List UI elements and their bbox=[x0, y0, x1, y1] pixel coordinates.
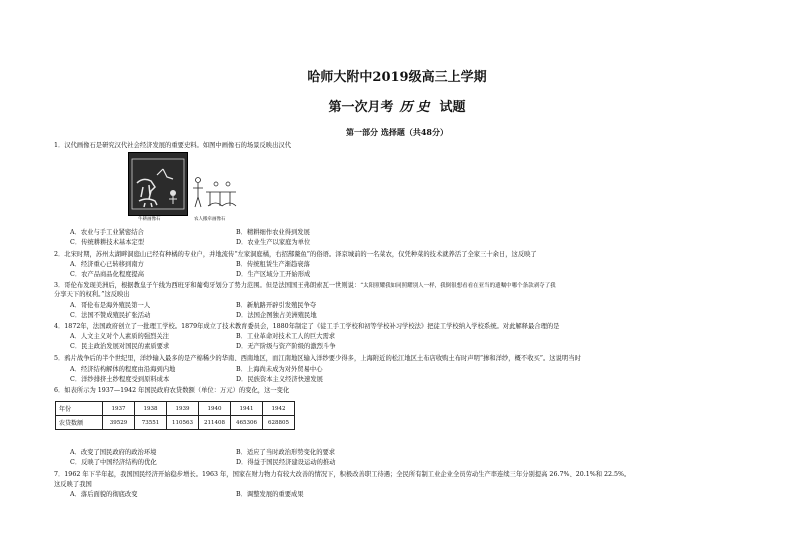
table-amount-cell: 39529 bbox=[103, 416, 135, 430]
exam-suffix: 试题 bbox=[439, 100, 466, 115]
table-year-cell: 1941 bbox=[231, 402, 263, 416]
table-row bbox=[56, 402, 295, 416]
ox-plough-relief-image bbox=[128, 152, 188, 216]
farmers-relief-image bbox=[190, 174, 242, 214]
q3-stem-text: 3．哥伦布发现美洲后，根据教皇子午线为西班牙和葡萄牙划分了势力范围。但是法国国王弗朗索瓦一世则说： bbox=[54, 282, 361, 289]
q3-stem-continued: 分享天下的权利。”这反映出 bbox=[54, 291, 130, 298]
q1-figure bbox=[128, 152, 242, 244]
q6-option-b[interactable]: B．适应了当时政治形势变化的要求 bbox=[236, 449, 336, 456]
q1-option-c[interactable]: C．传统耕耕技术基本定型 bbox=[70, 239, 145, 246]
q1-caption-1: 牛耕画像石 bbox=[138, 217, 161, 222]
q6-option-a[interactable]: A．改变了国民政府的政治环境 bbox=[70, 449, 157, 456]
q6-option-d[interactable]: D．得益于国民经济建设运动的推动 bbox=[236, 459, 336, 466]
q2-option-a[interactable]: A．经济重心已转移到南方 bbox=[70, 261, 144, 268]
q4-option-d[interactable]: D．无产阶级与资产阶级的激烈斗争 bbox=[236, 343, 336, 350]
q1-option-d[interactable]: D．农业生产以家庭为单位 bbox=[236, 239, 311, 246]
q4-option-a[interactable]: A．人文主义对个人素质的强烈关注 bbox=[70, 333, 170, 340]
q3-option-a[interactable]: A．哥伦布是海外殖民第一人 bbox=[70, 302, 151, 309]
table-header-label: 年份 bbox=[56, 402, 103, 416]
q5-option-d[interactable]: D．民族资本主义经济快速发展 bbox=[236, 376, 323, 383]
q2-option-d[interactable]: D．生产区域分工开始形成 bbox=[236, 271, 311, 278]
q4-stem: 4．1872年，法国政府创立了一批理工学校。1879年成立了技术教育委员会，1880年制定了《徒工手工学校和初等学校补习学校法》把徒工学校纳入学校系统。对此解释最合理的是 bbox=[54, 323, 560, 330]
q6-stem: 6．如表所示为 1937—1942 年国民政府农贷数额（单位：万元）的变化，这一变化 bbox=[54, 387, 290, 394]
q5-option-b[interactable]: B．上海尚未成为对外贸易中心 bbox=[236, 366, 323, 373]
q5-option-c[interactable]: C．洋纱排挤土纱程度受到原料成本 bbox=[70, 376, 170, 383]
table-year-cell: 1938 bbox=[135, 402, 167, 416]
table-year-cell: 1939 bbox=[167, 402, 199, 416]
q2-option-b[interactable]: B．传统租赁生产渐趋衰落 bbox=[236, 261, 310, 268]
table-amount-cell: 110563 bbox=[167, 416, 199, 430]
table-year-cell: 1937 bbox=[103, 402, 135, 416]
q1-stem: 1．汉代画像石是研究汉代社会经济发展的重要史料。如图中画像石的场景反映出汉代 bbox=[54, 142, 291, 149]
q5-stem: 5．鸦片战争后的半个世纪里，洋纱输入最多的是产棉稀少的华南、西南地区，而江南地区输入洋纱要少得多，上海附近的松江地区土布店收购土布时声明“掺和洋纱，概不收买”。这说明当时 bbox=[54, 355, 581, 362]
table-amount-cell: 211408 bbox=[199, 416, 231, 430]
q7-option-b[interactable]: B．调整发展的重要成果 bbox=[236, 491, 304, 498]
q5-option-a[interactable]: A．经济结构解体的程度由沿海到内地 bbox=[70, 366, 176, 373]
table-amount-cell: 73551 bbox=[135, 416, 167, 430]
ox-plough-relief-drawing bbox=[129, 153, 187, 215]
table-row bbox=[56, 416, 295, 430]
q1-option-b[interactable]: B．精耕细作农业得到发展 bbox=[236, 229, 310, 236]
exam-subject: 历史 bbox=[399, 100, 434, 115]
q7-stem: 7．1962 年下半年起，我国国民经济开始稳步增长。1963 年，国家在财力物力有较大改善的情况下，积极改善职工待遇；全民所有制工业企业全员劳动生产率连续三年分别提高 26.7%、20.1%和 22.5%。 bbox=[54, 471, 631, 478]
farmers-relief-drawing bbox=[190, 174, 242, 214]
q3-option-d[interactable]: D．法国企图独占美洲殖民地 bbox=[236, 312, 317, 319]
table-year-cell: 1940 bbox=[199, 402, 231, 416]
table-row-label: 农贷数额 bbox=[56, 416, 103, 430]
q4-option-c[interactable]: C．民主政治发展对国民的素质要求 bbox=[70, 343, 170, 350]
table-amount-cell: 465306 bbox=[231, 416, 263, 430]
q6-loan-table bbox=[55, 401, 295, 430]
q3-quote: “太阳照耀我如同照耀别人一样，我倒很想看看在亚当的遗嘱中哪个条款剥夺了我 bbox=[360, 283, 556, 289]
table-year-cell: 1942 bbox=[263, 402, 295, 416]
q3-option-c[interactable]: C．法国不赞成殖民扩张活动 bbox=[70, 312, 151, 319]
school-title: 哈师大附中2019级高三上学期 bbox=[307, 70, 487, 85]
q2-stem: 2．北宋时期，苏州太湖畔洞庭山已经有种橘的专业户，并地流传“左家洞庭橘，右招鄯鳌鱼”的俗语。泽京城前的一名菜农，仅凭种菜的技术就养活了全家三十余日，这反映了 bbox=[54, 251, 537, 258]
q4-option-b[interactable]: B．工业革命对技术工人的巨大需求 bbox=[236, 333, 336, 340]
q7-option-a[interactable]: A．落后面貌的彻底改变 bbox=[70, 491, 138, 498]
q7-stem-continued: 这反映了我国 bbox=[54, 481, 92, 488]
q2-option-c[interactable]: C．农产品商品化程度提高 bbox=[70, 271, 145, 278]
q6-option-c[interactable]: C．反映了中国经济结构的优化 bbox=[70, 459, 157, 466]
q1-option-a[interactable]: A．农业与手工业紧密结合 bbox=[70, 229, 144, 236]
q3-option-b[interactable]: B．新航路开辟引发殖民争夺 bbox=[236, 302, 317, 309]
table-amount-cell: 628805 bbox=[263, 416, 295, 430]
exam-prefix: 第一次月考 bbox=[328, 100, 394, 115]
exam-title bbox=[0, 96, 794, 115]
section-title: 第一部分 选择题（共48分） bbox=[346, 127, 448, 137]
q1-caption-2: 农人搬牵画像石 bbox=[194, 217, 226, 222]
q3-stem bbox=[54, 282, 556, 290]
